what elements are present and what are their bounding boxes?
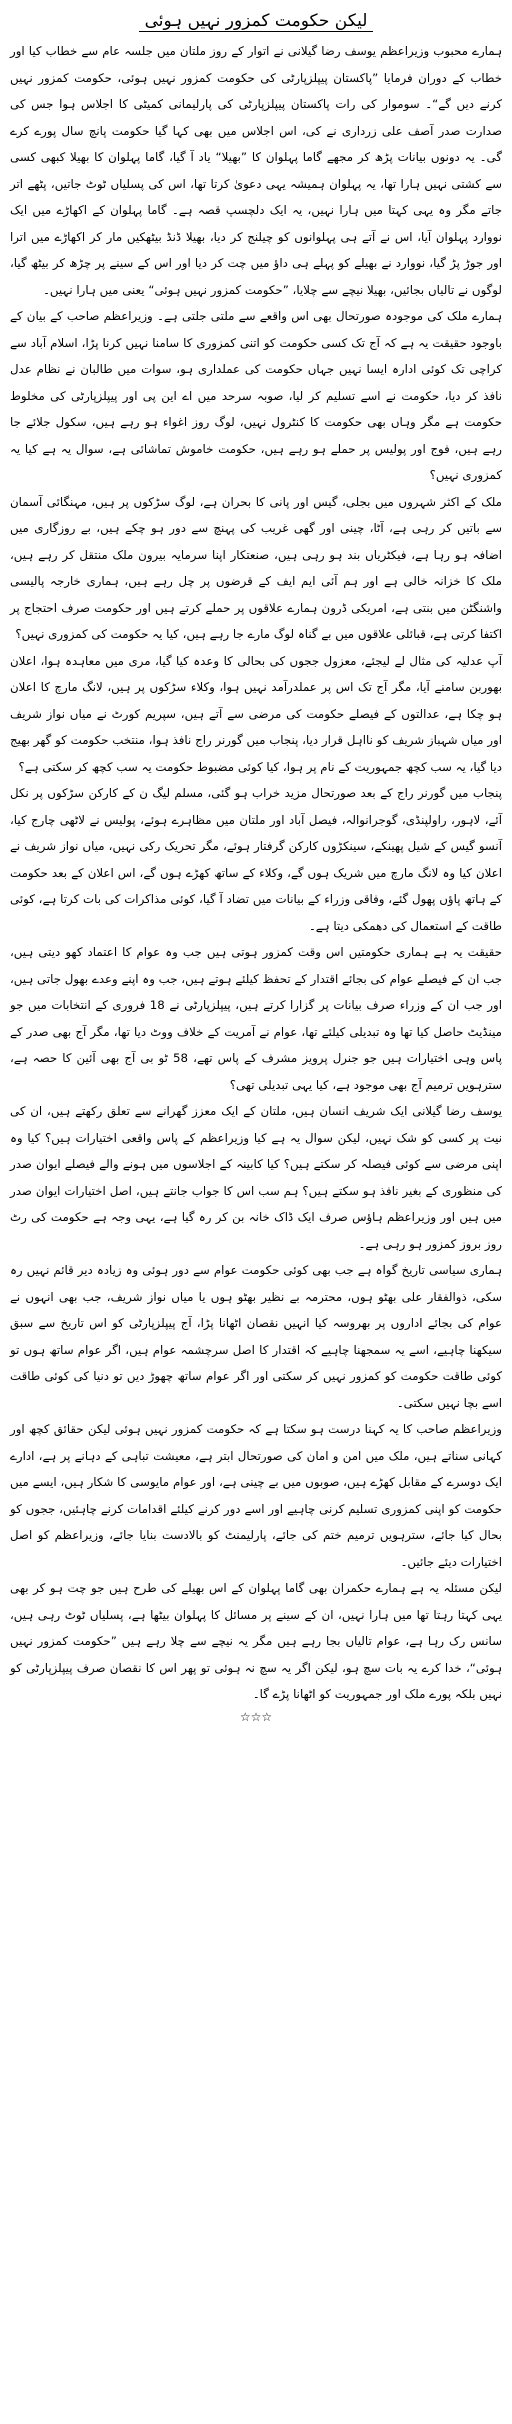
paragraph: یوسف رضا گیلانی ایک شریف انسان ہیں، ملتان کے ایک معزز گھرانے سے تعلق رکھتے ہیں، ان کی نیت پر کسی کو شک نہیں، لیکن سوال یہ ہے کیا وزیراعظم کے پاس واقعی اختیارات ہیں؟ کیا وہ اپنی مرضی سے کوئی فیصلہ کر سکتے ہیں؟ کیا کابینہ کے اجلاسوں میں ہونے والے فیصلے ایوان صدر کی منظوری کے بغیر نافذ ہو سکتے ہیں؟ ہم سب اس کا جواب جانتے ہیں، اصل اختیارات ایوان صدر میں ہیں اور وزیراعظم ہاؤس صرف ایک ڈاک خانہ بن کر رہ گیا ہے، یہی وجہ ہے حکومت کی رٹ روز بروز کمزور ہو رہی ہے۔ <box>10 1104 502 1251</box>
paragraph: ہمارے محبوب وزیراعظم یوسف رضا گیلانی نے اتوار کے روز ملتان میں جلسہ عام سے خطاب کیا اور خطاب کے دوران فرمایا ”پاکستان پیپلزپارٹی کی حکومت کمزور نہیں ہوئی، حکومت کمزور نہیں کرنے دیں گے“۔ سوموار کی رات پاکستان پیپلزپارٹی کی پارلیمانی کمیٹی کا اجلاس ہوا جس کی صدارت صدر آصف علی زرداری نے کی، اس اجلاس میں بھی کہا گیا حکومت پانچ سال پورے کرے گی۔ یہ دونوں بیانات پڑھ کر مجھے گاما پہلوان کا ”بھیلا“ یاد آ گیا، گاما پہلوان کا بھیلا کبھی کسی سے کشتی نہیں ہارا تھا، یہ پہلوان ہمیشہ یہی دعویٰ کرتا تھا، اس کی پسلیاں ٹوٹ جاتیں، پٹھے اتر جاتے مگر وہ یہی کہتا میں ہارا نہیں، یہ ایک دلچسپ قصہ ہے۔ گاما پہلوان کے اکھاڑے میں ایک نووارد پہلوان آیا، اس نے آتے ہی پہلوانوں کو چیلنج کر دیا، بھیلا ڈنڈ بیٹھکیں مار کر اکھاڑے میں اترا اور جوڑ پڑ گیا، نووارد نے بھیلے کو پہلے ہی داؤ میں چت کر دیا اور اس کے سینے پر چڑھ کر بیٹھ گیا، لوگوں نے تالیاں بجائیں، بھیلا نیچے سے چلایا، ”حکومت کمزور نہیں ہوئی“ یعنی میں ہارا نہیں۔ <box>10 44 502 297</box>
headline-text: لیکن حکومت کمزور نہیں ہوئی <box>139 11 374 32</box>
article-headline <box>10 6 502 38</box>
article-body <box>10 38 502 1708</box>
paragraph: پنجاب میں گورنر راج کے بعد صورتحال مزید خراب ہو گئی، مسلم لیگ ن کے کارکن سڑکوں پر نکل آئے، لاہور، راولپنڈی، گوجرانوالہ، فیصل آباد اور ملتان میں مظاہرے ہوئے، پولیس نے لاٹھی چارج کیا، آنسو گیس کے شیل پھینکے، سینکڑوں کارکن گرفتار ہوئے، مگر تحریک رکی نہیں، میاں نواز شریف نے اعلان کیا وہ لانگ مارچ میں شریک ہوں گے، وکلاء کے ساتھ کھڑے ہوں گے، اس اعلان کے بعد حکومت کے ہاتھ پاؤں پھول گئے، وفاقی وزراء کے بیانات میں تضاد آ گیا، کوئی مذاکرات کی بات کرتا ہے، کوئی طاقت کے استعمال کی دھمکی دیتا ہے۔ <box>10 786 502 933</box>
article-end-mark: ☆☆☆ <box>239 1709 273 1724</box>
paragraph: آپ عدلیہ کی مثال لے لیجئے، معزول ججوں کی بحالی کا وعدہ کیا گیا، مری میں معاہدہ ہوا، اعلان بھوربن سامنے آیا، مگر آج تک اس پر عملدرآمد نہیں ہوا، وکلاء سڑکوں پر ہیں، لانگ مارچ کا اعلان ہو چکا ہے، عدالتوں کے فیصلے حکومت کی مرضی سے آتے ہیں، سپریم کورٹ نے میاں نواز شریف اور میاں شہباز شریف کو نااہل قرار دیا، پنجاب میں گورنر راج نافذ ہوا، منتخب حکومت کو گھر بھیج دیا گیا، یہ سب کچھ جمہوریت کے نام پر ہوا، کیا کوئی مضبوط حکومت یہ سب کچھ کر سکتی ہے؟ <box>10 653 502 774</box>
paragraph: حقیقت یہ ہے ہماری حکومتیں اس وقت کمزور ہوتی ہیں جب وہ عوام کا اعتماد کھو دیتی ہیں، جب ان کے فیصلے عوام کی بجائے اقتدار کے تحفظ کیلئے ہوتے ہیں، جب وہ اپنے وعدے بھول جاتی ہیں، اور جب ان کے وزراء صرف بیانات پر گزارا کرتے ہیں، پیپلزپارٹی نے 18 فروری کے انتخابات میں جو مینڈیٹ حاصل کیا تھا وہ تبدیلی کیلئے تھا، عوام نے آمریت کے خلاف ووٹ دیا تھا، مگر آج بھی صدر کے پاس وہی اختیارات ہیں جو جنرل پرویز مشرف کے پاس تھے، 58 ٹو بی آج بھی آئین کا حصہ ہے، سترہویں ترمیم آج بھی موجود ہے، کیا یہی تبدیلی تھی؟ <box>10 945 502 1092</box>
paragraph: لیکن مسئلہ یہ ہے ہمارے حکمران بھی گاما پہلوان کے اس بھیلے کی طرح ہیں جو چت ہو کر بھی یہی کہتا رہتا تھا میں ہارا نہیں، ان کے سینے پر مسائل کا پہلوان بیٹھا ہے، پسلیاں ٹوٹ رہی ہیں، سانس رک رہا ہے، عوام تالیاں بجا رہے ہیں مگر یہ نیچے سے چلا رہے ہیں ”حکومت کمزور نہیں ہوئی“، خدا کرے یہ بات سچ ہو، لیکن اگر یہ سچ نہ ہوئی تو پھر اس کا نقصان صرف پیپلزپارٹی کو نہیں بلکہ پورے ملک اور جمہوریت کو اٹھانا پڑے گا۔ <box>10 1581 502 1701</box>
paragraph: وزیراعظم صاحب کا یہ کہنا درست ہو سکتا ہے کہ حکومت کمزور نہیں ہوئی لیکن حقائق کچھ اور کہانی سناتے ہیں، ملک میں امن و امان کی صورتحال ابتر ہے، معیشت تباہی کے دہانے پر ہے، ادارے ایک دوسرے کے مقابل کھڑے ہیں، صوبوں میں بے چینی ہے، اور عوام مایوسی کا شکار ہیں، ایسے میں حکومت کو اپنی کمزوری تسلیم کرنی چاہیے اور اسے دور کرنے کیلئے اقدامات کرنے چاہئیں، ججوں کو بحال کیا جائے، سترہویں ترمیم ختم کی جائے، پارلیمنٹ کو بالادست بنایا جائے، وزیراعظم کو اصل اختیارات دیئے جائیں۔ <box>10 1422 502 1569</box>
paragraph: ہماری سیاسی تاریخ گواہ ہے جب بھی کوئی حکومت عوام سے دور ہوئی وہ زیادہ دیر قائم نہیں رہ سکی، ذوالفقار علی بھٹو ہوں، محترمہ بے نظیر بھٹو ہوں یا میاں نواز شریف، جب بھی انہوں نے عوام کی بجائے اداروں پر بھروسہ کیا انہیں نقصان اٹھانا پڑا، آج پیپلزپارٹی کو اس تاریخ سے سبق سیکھنا چاہیے، اسے یہ سمجھنا چاہیے کہ اقتدار کا اصل سرچشمہ عوام ہیں، اگر عوام ساتھ ہوں تو کوئی طاقت حکومت کو کمزور نہیں کر سکتی اور اگر عوام ساتھ چھوڑ دیں تو دنیا کی کوئی طاقت اسے بچا نہیں سکتی۔ <box>10 1263 502 1410</box>
paragraph: ملک کے اکثر شہروں میں بجلی، گیس اور پانی کا بحران ہے، لوگ سڑکوں پر ہیں، مہنگائی آسمان سے باتیں کر رہی ہے، آٹا، چینی اور گھی غریب کی پہنچ سے دور ہو چکے ہیں، بے روزگاری میں اضافہ ہو رہا ہے، فیکٹریاں بند ہو رہی ہیں، صنعتکار اپنا سرمایہ بیرون ملک منتقل کر رہے ہیں، ملک کا خزانہ خالی ہے اور ہم آئی ایم ایف کے قرضوں پر چل رہے ہیں، ہماری خارجہ پالیسی واشنگٹن میں بنتی ہے، امریکی ڈرون ہمارے علاقوں پر حملے کرتے ہیں اور حکومت صرف احتجاج پر اکتفا کرتی ہے، قبائلی علاقوں میں بے گناہ لوگ مارے جا رہے ہیں، کیا یہ حکومت کی کمزوری نہیں؟ <box>10 494 502 641</box>
paragraph: ہمارے ملک کی موجودہ صورتحال بھی اس واقعے سے ملتی جلتی ہے۔ وزیراعظم صاحب کے بیان کے باوجود حقیقت یہ ہے کہ آج تک کسی حکومت کو اتنی کمزوری کا سامنا نہیں کرنا پڑا، اسلام آباد سے کراچی تک کوئی ادارہ ایسا نہیں جہاں حکومت کی عملداری ہو، سوات میں طالبان نے نظام عدل نافذ کر دیا، حکومت نے اسے تسلیم کر لیا، صوبہ سرحد میں اے این پی اور پیپلزپارٹی کی مخلوط حکومت ہے مگر وہاں بھی حکومت کا کنٹرول نہیں، لوگ روز اغواء ہو رہے ہیں، سکول جلائے جا رہے ہیں، فوج اور پولیس پر حملے ہو رہے ہیں، حکومت خاموش تماشائی ہے، سوال یہ ہے کیا یہ کمزوری نہیں؟ <box>10 309 502 482</box>
